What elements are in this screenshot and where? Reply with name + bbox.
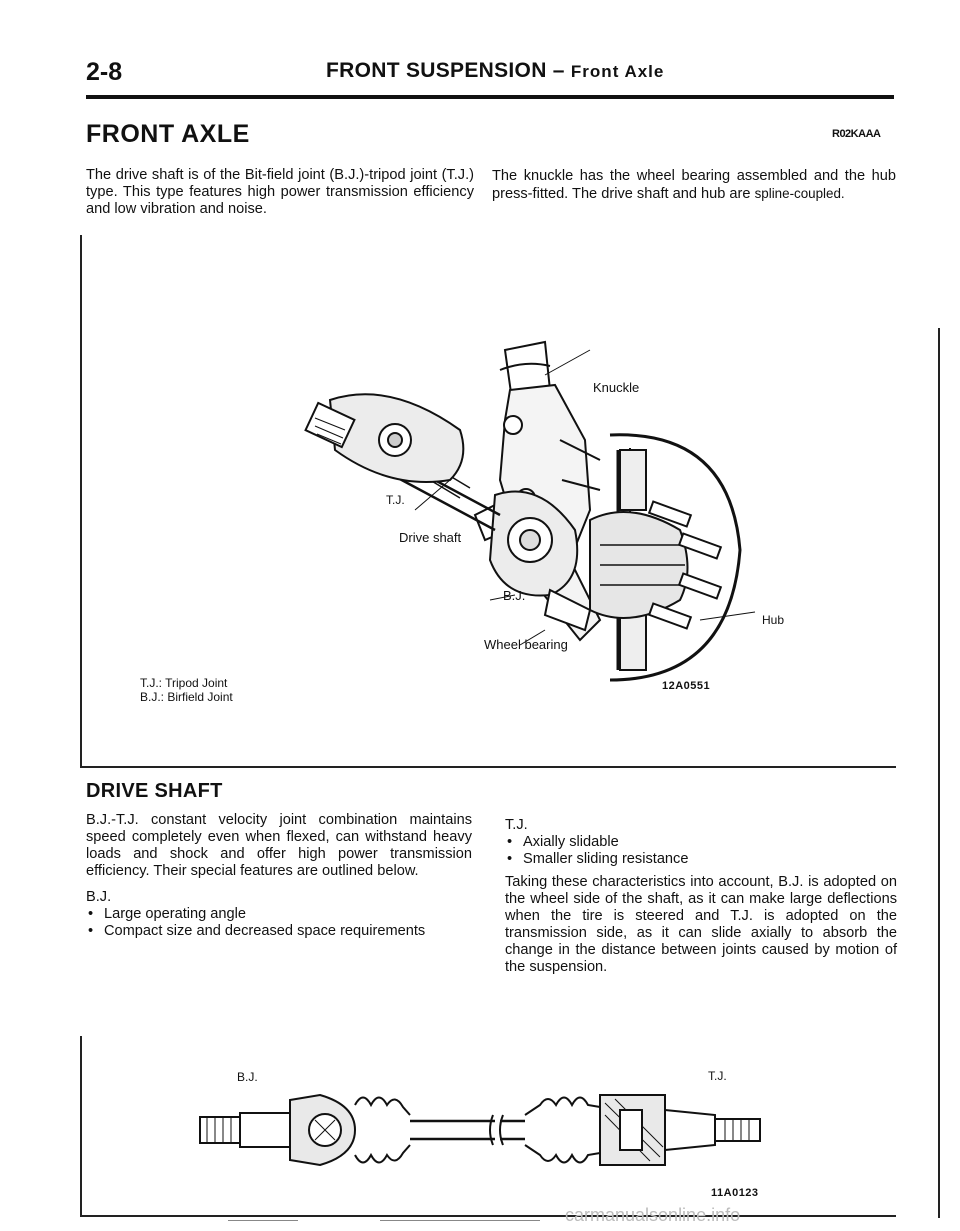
tj-item: • Axially slidable xyxy=(505,834,897,851)
header-dash: – xyxy=(552,59,565,82)
legend-tj xyxy=(140,676,233,690)
label-knuckle: Knuckle xyxy=(593,380,640,395)
header-rule xyxy=(86,95,894,99)
label-drive-shaft: Drive shaft xyxy=(399,530,462,545)
figure1-legend xyxy=(140,676,233,704)
section-title: Front Axle xyxy=(570,62,665,81)
drive-shaft-heading: DRIVE SHAFT xyxy=(86,780,223,802)
legend-bj-abbr: B.J. xyxy=(140,690,161,704)
figure2-code: 11A0123 xyxy=(711,1187,759,1199)
label-tj: T.J. xyxy=(386,493,405,507)
label-wheel-bearing: Wheel bearing xyxy=(484,637,568,652)
figure1-code: 12A0551 xyxy=(662,680,711,692)
drive-shaft-right-column xyxy=(505,817,897,976)
front-axle-para-right-text: The knuckle has the wheel bearing assembled and the hub press-fitted. The drive shaft and hub are xyxy=(492,168,896,202)
figure1-frame-left xyxy=(80,235,82,767)
figure2-frame-left xyxy=(80,1036,82,1216)
footer-rule-2 xyxy=(380,1220,540,1221)
front-axle-para-right xyxy=(492,168,896,203)
front-axle-heading: FRONT AXLE xyxy=(86,120,250,148)
label-bj: B.J. xyxy=(503,588,526,603)
tj-heading: T.J. xyxy=(505,817,528,833)
bj-item: • Compact size and decreased space requirements xyxy=(86,923,472,940)
legend-bj-text: : Birfield Joint xyxy=(160,690,233,704)
bj-item: • Large operating angle xyxy=(86,906,472,923)
figure2-label-bj: B.J. xyxy=(237,1070,258,1084)
label-hub: Hub xyxy=(762,613,785,627)
margin-rule xyxy=(938,328,940,1218)
figure2-frame-bottom xyxy=(80,1215,896,1217)
tj-item: • Smaller sliding resistance xyxy=(505,851,897,868)
footer-rule-1 xyxy=(228,1220,298,1221)
page-number: 2-8 xyxy=(86,58,123,86)
front-axle-para-left: The drive shaft is of the Bit-field joint (B.J.)-tripod joint (T.J.) type. This type features high power transmission efficiency and low vibration and noise. xyxy=(86,167,474,217)
running-header xyxy=(326,59,664,83)
drive-shaft-left-column xyxy=(86,812,472,940)
front-axle-para-right-tail: spline-coupled. xyxy=(754,186,845,201)
watermark: carmanualsonline.info xyxy=(565,1205,741,1225)
legend-tj-text: : Tripod Joint xyxy=(158,676,228,690)
chapter-title: FRONT SUSPENSION xyxy=(326,59,547,82)
legend-bj xyxy=(140,690,233,704)
drive-shaft-illustration xyxy=(195,1085,775,1175)
bj-heading: B.J. xyxy=(86,889,112,905)
figure1-frame-bottom xyxy=(80,766,896,768)
figure2-label-tj: T.J. xyxy=(708,1069,727,1083)
drive-shaft-intro: B.J.-T.J. constant velocity joint combination maintains speed completely even when flexed, can withstand heavy loads and shock and offer high power transmission efficiency. Their special features are outlined below. xyxy=(86,812,472,879)
legend-tj-abbr: T.J. xyxy=(140,676,159,690)
drive-shaft-conclusion: Taking these characteristics into account, B.J. is adopted on the wheel side of the shaft, as it can make large deflections when the tire is steered and T.J. is adopted on the transmission side, as it can slide axially to absorb the change in the distance between joints caused by motion of the suspension. xyxy=(505,874,897,975)
section-code: R02KAAA xyxy=(832,128,881,140)
